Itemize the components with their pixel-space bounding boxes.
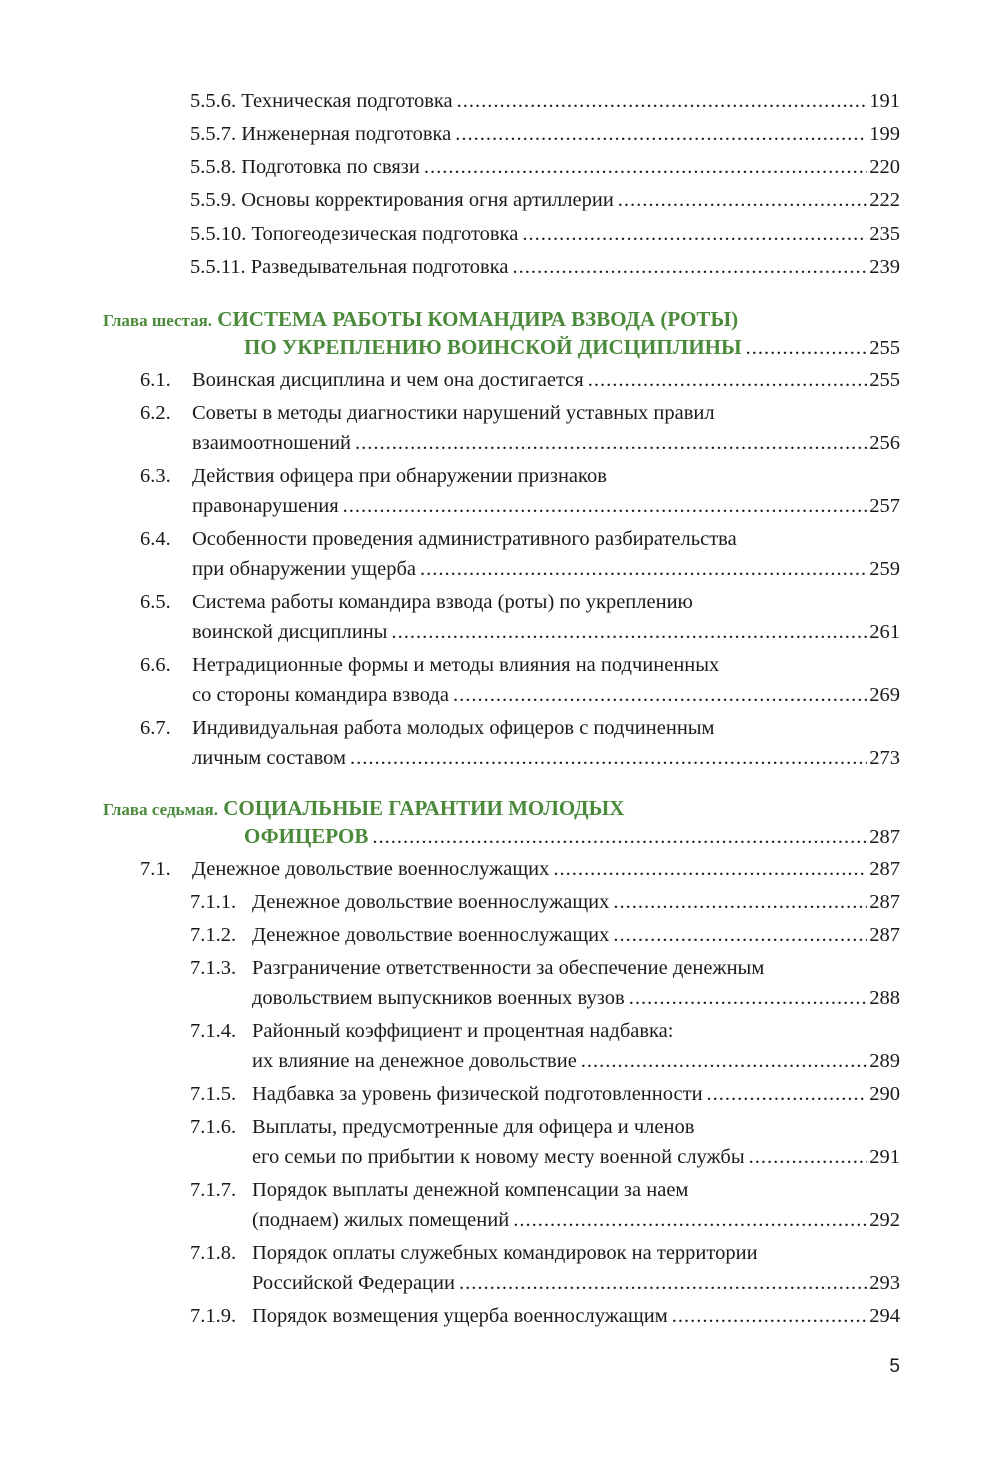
chapter-label: Глава шестая. <box>103 311 213 330</box>
page-number: 5 <box>889 1356 900 1377</box>
chapter-heading <box>103 307 738 333</box>
chapter-label: Глава седьмая. <box>103 800 218 819</box>
chapter-title: СИСТЕМА РАБОТЫ КОМАНДИРА ВЗВОДА (РОТЫ) <box>217 307 739 331</box>
chapter-heading <box>103 796 624 822</box>
chapter-title: СОЦИАЛЬНЫЕ ГАРАНТИИ МОЛОДЫХ <box>223 796 625 820</box>
